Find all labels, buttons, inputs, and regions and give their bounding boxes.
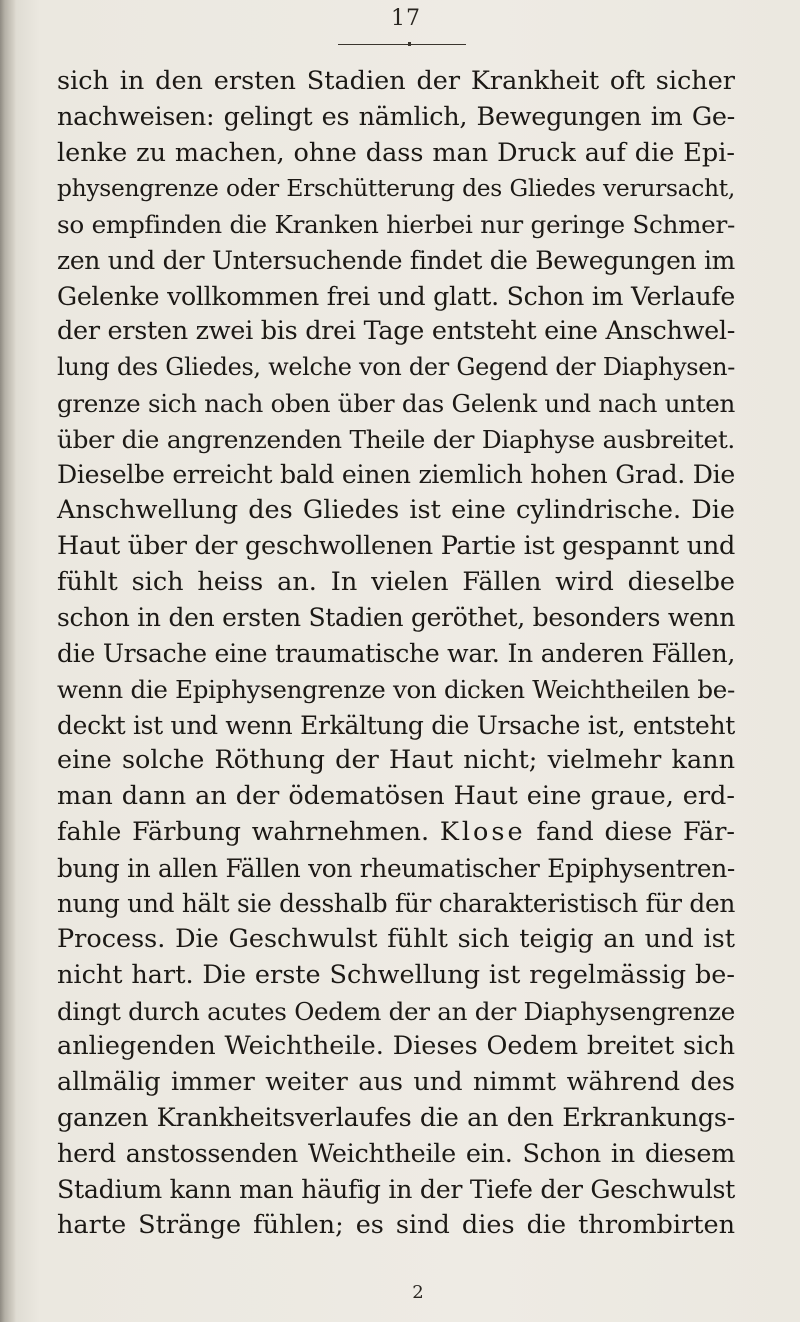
page-number: 17	[391, 6, 421, 31]
text-line: Anschwellung des Gliedes ist eine cylindrische. Die	[57, 495, 735, 525]
text-line: die Ursache eine traumatische war. In anderen Fällen,	[57, 639, 735, 668]
text-line: zen und der Untersuchende findet die Bewegungen im	[57, 245, 735, 275]
header-rule-mark	[408, 42, 411, 46]
text-segment: fand diese Fär-	[536, 816, 735, 847]
text-line: über die angrenzenden Theile der Diaphyse ausbreitet.	[57, 424, 735, 454]
text-line: anliegenden Weichtheile. Dieses Oedem breitet sich	[57, 1031, 735, 1062]
text-line: Gelenke vollkommen frei und glatt. Schon im Verlaufe	[57, 281, 735, 311]
text-line: dingt durch acutes Oedem der an der Diaphysengrenze	[57, 996, 735, 1026]
text-line: nicht hart. Die erste Schwellung ist regelmässig be-	[57, 959, 735, 990]
text-line: nung und hält sie desshalb für charakteristisch für den	[57, 889, 735, 919]
text-line: herd anstossenden Weichtheile ein. Schon in diesem	[57, 1138, 735, 1169]
text-line: Dieselbe erreicht bald einen ziemlich hohen Grad. Die	[57, 460, 735, 490]
text-line: Haut über der geschwollenen Partie ist gespannt und	[57, 530, 735, 561]
text-line: der ersten zwei bis drei Tage entsteht eine Anschwel-	[57, 316, 736, 347]
text-line: sich in den ersten Stadien der Krankheit oft sicher	[57, 66, 735, 96]
text-line: lenke zu machen, ohne dass man Druck auf die Epi-	[57, 137, 735, 168]
header-rule	[338, 44, 466, 45]
text-line: man dann an der ödematösen Haut eine graue, erd-	[57, 781, 735, 811]
text-line: ganzen Krankheitsverlaufes die an den Erkrankungs-	[57, 1102, 735, 1133]
text-line: so empfinden die Kranken hierbei nur geringe Schmer-	[57, 210, 735, 239]
text-line: Stadium kann man häufig in der Tiefe der Geschwulst	[57, 1175, 735, 1205]
text-line: allmälig immer weiter aus und nimmt während des	[57, 1067, 735, 1097]
text-line: grenze sich nach oben über das Gelenk und nach unten	[57, 388, 735, 418]
text-line: wenn die Epiphysengrenze von dicken Weichtheilen be-	[57, 674, 735, 704]
text-line: eine solche Röthung der Haut nicht; vielmehr kann	[57, 745, 735, 776]
text-line: nachweisen: gelingt es nämlich, Bewegungen im Ge-	[57, 101, 735, 132]
text-line: physengrenze oder Erschütterung des Gliedes verursacht,	[57, 174, 735, 203]
page-binding-shadow	[0, 0, 16, 1322]
text-segment: fahle Färbung wahrnehmen.	[57, 816, 430, 847]
text-line: fühlt sich heiss an. In vielen Fällen wird dieselbe	[57, 566, 735, 597]
body-text	[57, 64, 735, 1244]
text-line: lung des Gliedes, welche von der Gegend der Diaphysen-	[57, 353, 735, 381]
text-line: deckt ist und wenn Erkältung die Ursache ist, entsteht	[57, 710, 735, 740]
text-line: bung in allen Fällen von rheumatischer Epiphysentren-	[57, 853, 735, 883]
author-name: Klose	[439, 816, 526, 847]
text-line-with-author	[57, 815, 735, 851]
text-line: Process. Die Geschwulst fühlt sich teigig an und ist	[57, 924, 735, 954]
signature-mark: 2	[412, 1282, 424, 1303]
text-line: harte Stränge fühlen; es sind dies die thrombirten	[57, 1210, 735, 1240]
text-line: schon in den ersten Stadien geröthet, besonders wenn	[57, 603, 735, 633]
